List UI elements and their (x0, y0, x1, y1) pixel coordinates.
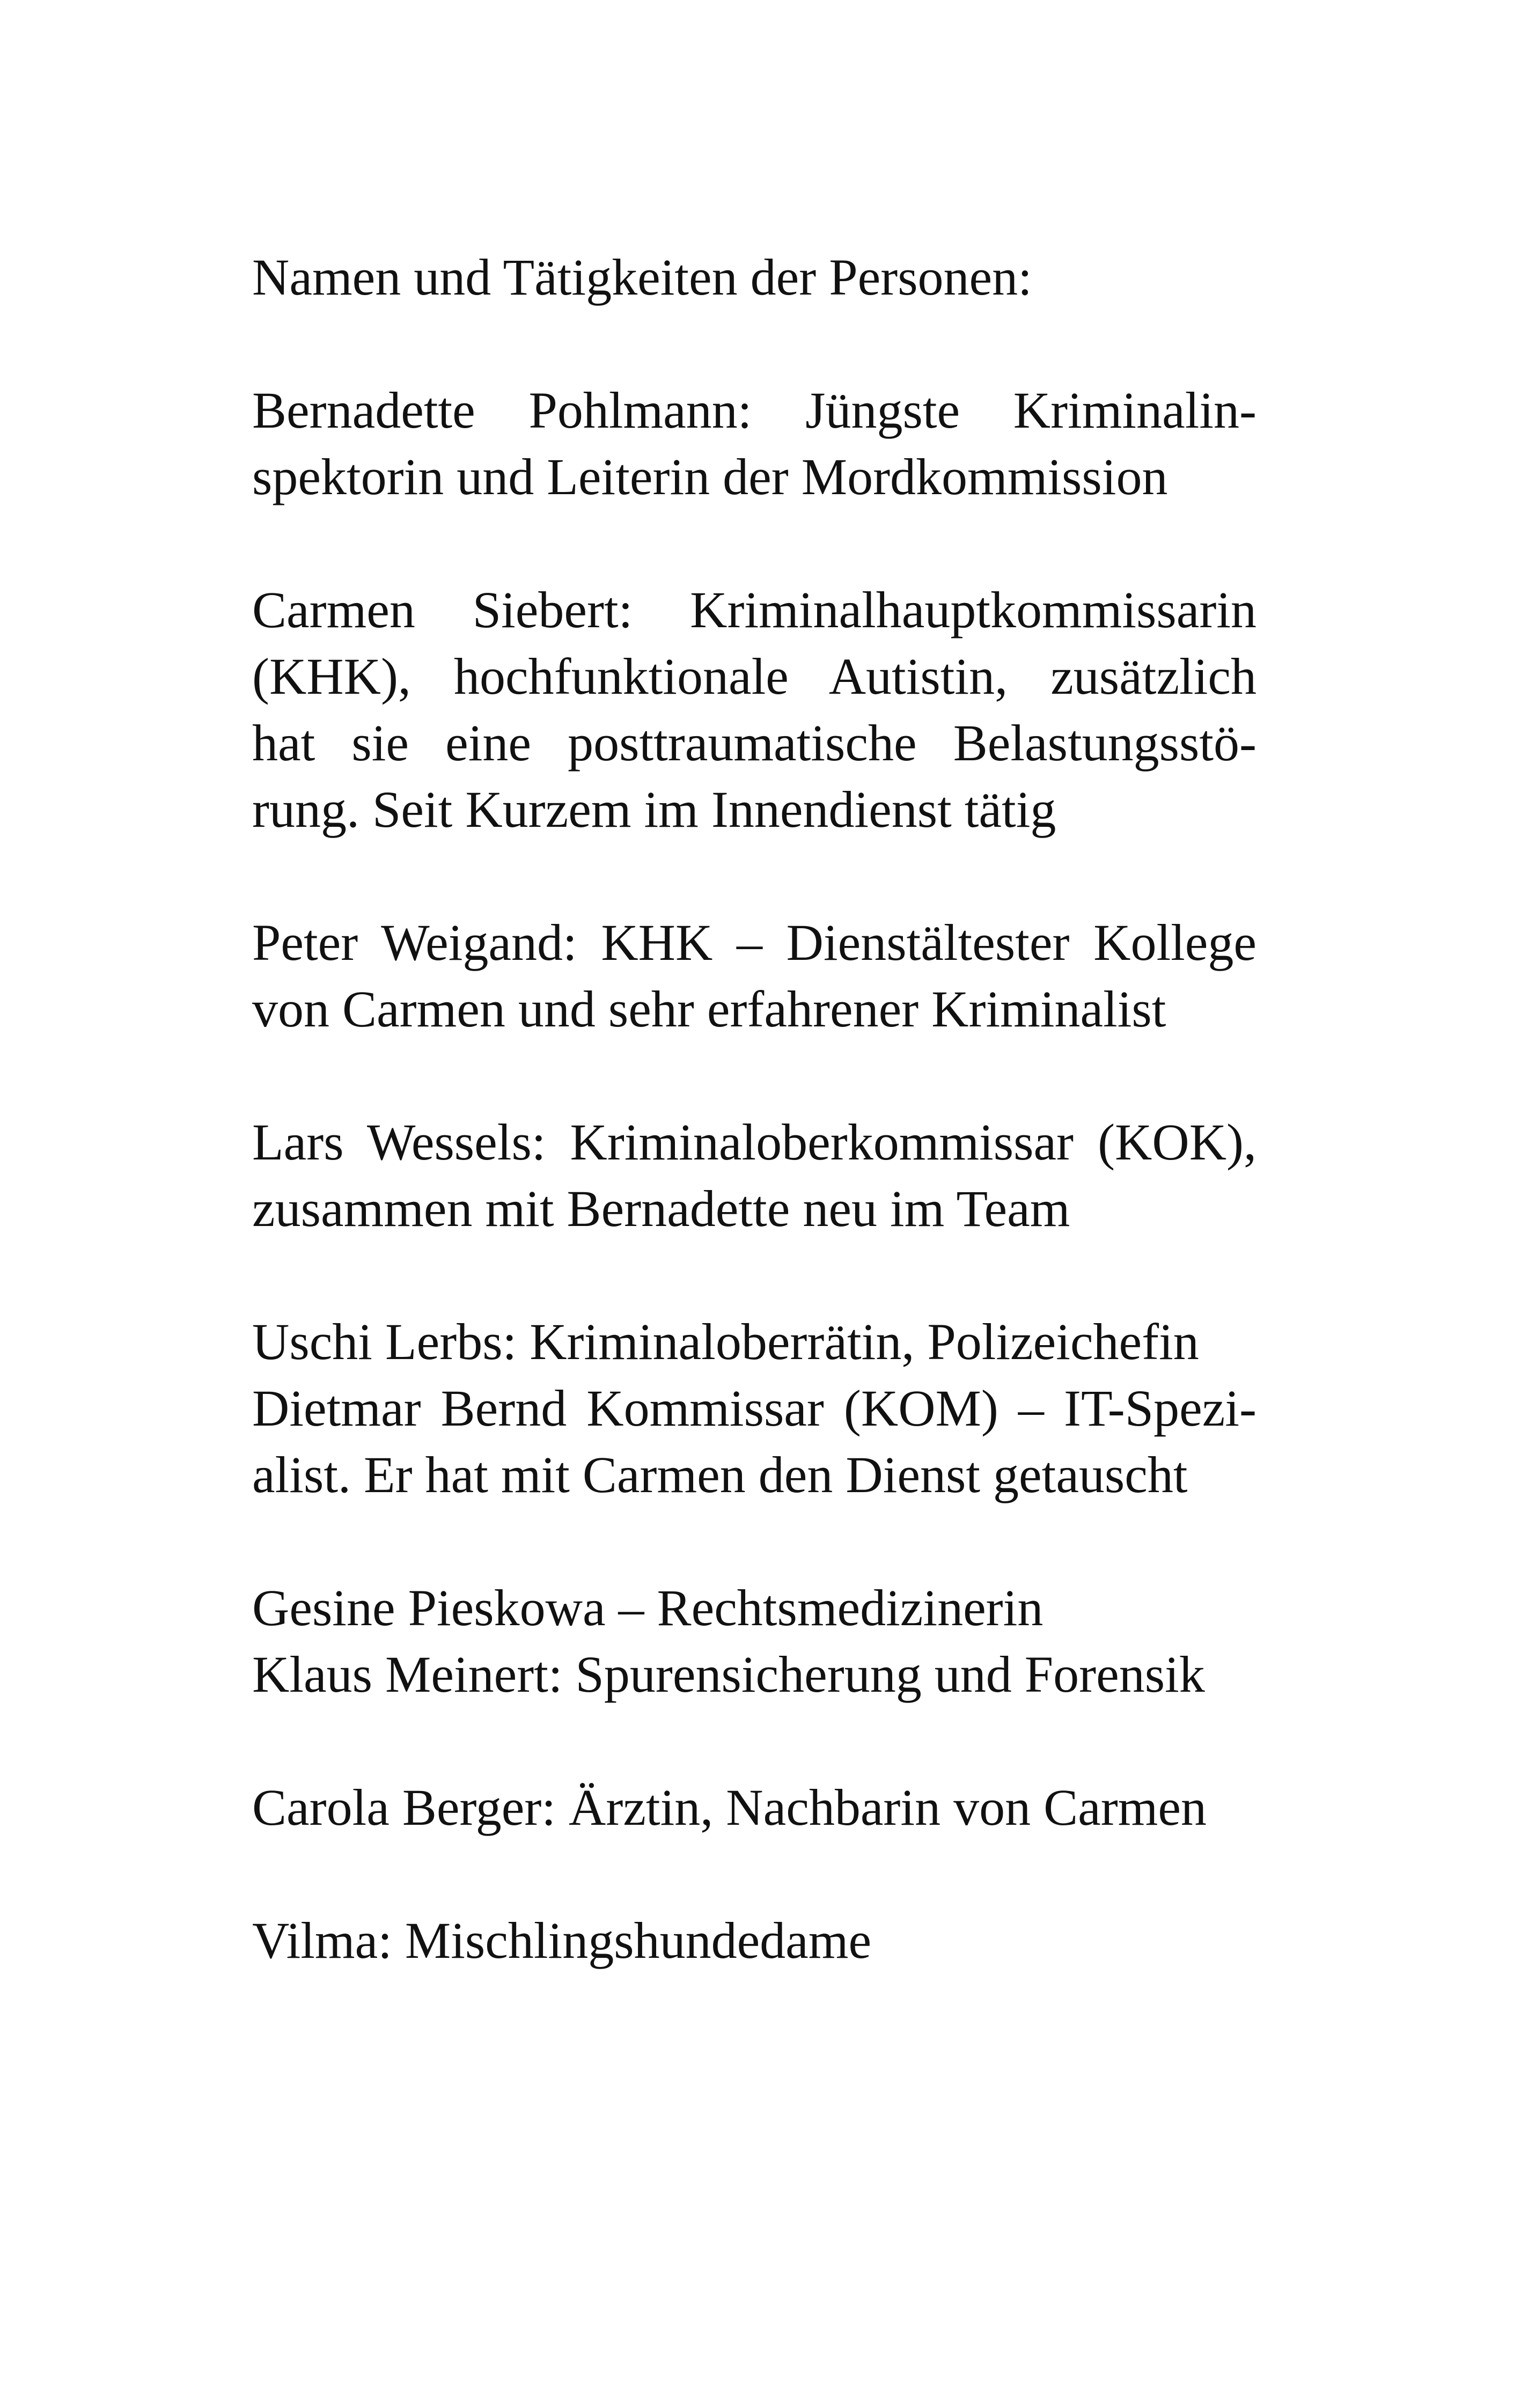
text-line: spektorin und Leiterin der Mordkommission (252, 448, 1168, 505)
text-line: zusammen mit Bernadette neu im Team (252, 1180, 1070, 1237)
text-line: Bernadette Pohlmann: Jüngste Kriminalin- (252, 381, 1257, 439)
paragraph-gap (252, 1242, 1257, 1309)
text-line: alist. Er hat mit Carmen den Dienst getauscht (252, 1446, 1188, 1503)
paragraph-gap (252, 311, 1257, 377)
text-line: Lars Wessels: Kriminaloberkommissar (KOK), (252, 1113, 1257, 1171)
entry-carmen-siebert (252, 577, 1257, 843)
paragraph-gap (252, 510, 1257, 577)
paragraph-gap (252, 1508, 1257, 1575)
text-line: (KHK), hochfunktionale Autistin, zusätzlich (252, 648, 1257, 705)
entry-uschi-lerbs-dietmar-bernd (252, 1309, 1257, 1508)
text-line: Carmen Siebert: Kriminalhauptkommissarin (252, 581, 1257, 638)
entry-peter-weigand (252, 909, 1257, 1043)
entry-carola-berger (252, 1774, 1257, 1841)
page-heading: Namen und Tätigkeiten der Personen: (252, 248, 1032, 306)
paragraph-gap (252, 1043, 1257, 1109)
text-line: Klaus Meinert: Spurensicherung und Forensik (252, 1646, 1205, 1703)
text-line: Dietmar Bernd Kommissar (KOM) – IT-Spezi- (252, 1379, 1257, 1437)
entry-gesine-pieskowa-klaus-meinert (252, 1575, 1257, 1708)
text-line: hat sie eine posttraumatische Belastungsstö- (252, 714, 1257, 772)
paragraph-gap (252, 843, 1257, 909)
text-line: Gesine Pieskowa – Rechtsmedizinerin (252, 1579, 1044, 1636)
text-line: rung. Seit Kurzem im Innendienst tätig (252, 781, 1056, 838)
text-line: Vilma: Mischlingshundedame (252, 1912, 872, 1969)
text-line: Uschi Lerbs: Kriminaloberrätin, Polizeichefin (252, 1313, 1199, 1370)
text-line: von Carmen und sehr erfahrener Kriminalist (252, 980, 1166, 1038)
text-line: Peter Weigand: KHK – Dienstältester Kollege (252, 914, 1257, 971)
paragraph-gap (252, 1708, 1257, 1774)
paragraph-gap (252, 1841, 1257, 1907)
character-list (252, 244, 1257, 1974)
text-line: Carola Berger: Ärztin, Nachbarin von Carmen (252, 1779, 1207, 1836)
entry-lars-wessels (252, 1109, 1257, 1242)
entry-bernadette-pohlmann (252, 377, 1257, 510)
entry-vilma (252, 1907, 1257, 1974)
